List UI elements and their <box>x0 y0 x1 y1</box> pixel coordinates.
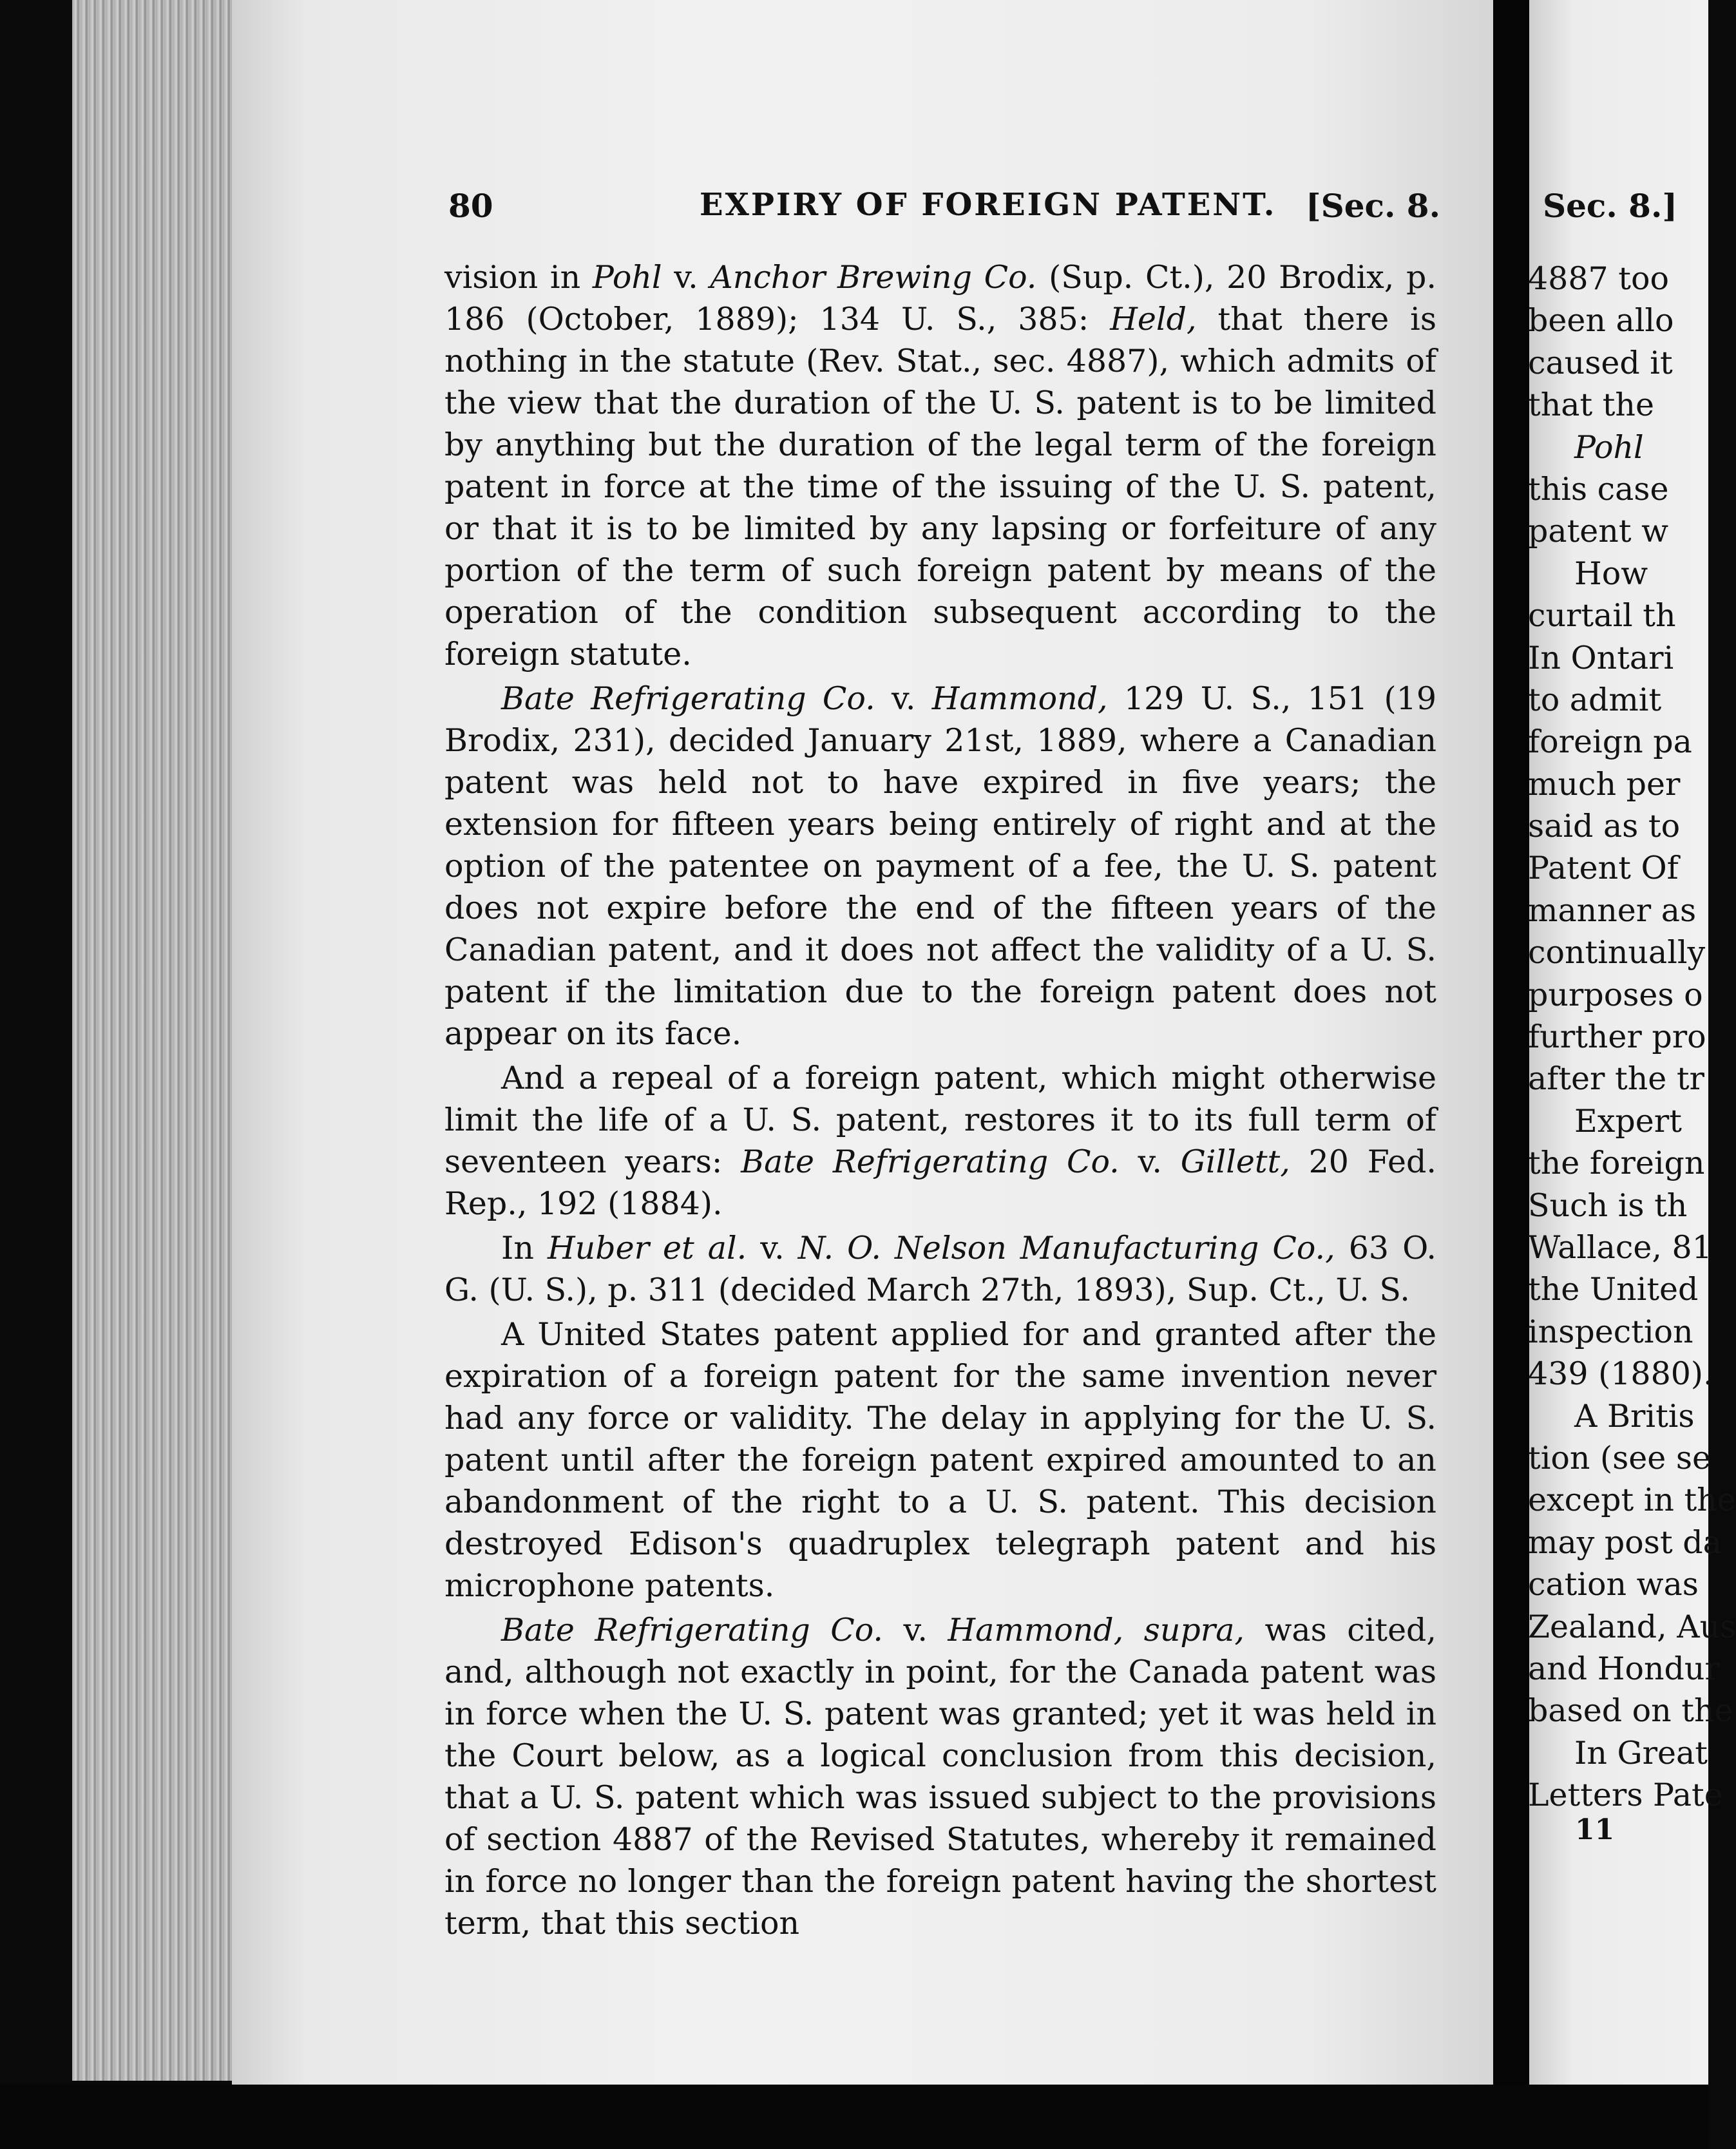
running-title: EXPIRY OF FOREIGN PATENT. <box>700 187 1277 223</box>
right-page-line: Such is th <box>1528 1187 1688 1224</box>
paragraph: A United States patent applied for and granted after the expiration of a foreign patent for the same invention never had any force or validity. The delay in applying for the U. S. patent until after the foreign patent expired amounted to an abandonment of the right to a U. S. patent. This decision destroyed Edison's quadruplex telegraph patent and his microphone patents. <box>444 1316 1436 1604</box>
right-page-line: except in the <box>1528 1482 1736 1519</box>
right-page-line: patent w <box>1528 513 1669 550</box>
right-page-line: based on the <box>1528 1692 1733 1730</box>
right-page-line: Zealand, Aus <box>1528 1608 1736 1645</box>
paragraph: Bate Refrigerating Co. v. Hammond, 129 U. S., 151 (19 Brodix, 231), decided January 21st, 1889, where a Canadian patent was held not to have expired in five years; the extension for fifteen years being entirely of right and at the option of the patentee on payment of a fee, the U. S. patent does not expire before the end of the fifteen years of the Canadian patent, and it does not affect the validity of a U. S. patent if the limitation due to the foreign patent does not appear on its face. <box>444 680 1436 1052</box>
right-page-line: caused it <box>1528 344 1673 381</box>
right-page-line: A Britis <box>1574 1397 1695 1435</box>
right-page-line: that the <box>1528 387 1654 424</box>
right-section-reference: Sec. 8.] <box>1543 187 1678 225</box>
right-page-line: continually <box>1528 934 1706 971</box>
page-edges <box>72 0 240 2081</box>
paragraph: And a repeal of a foreign patent, which might otherwise limit the life of a U. S. patent, restores it to its full term of seventeen years: Bate Refrigerating Co. v. Gillett, 20 Fed. Rep., 192 (1884). <box>444 1060 1436 1222</box>
right-page-line: How <box>1574 555 1648 592</box>
paragraph: vision in Pohl v. Anchor Brewing Co. (Sup. Ct.), 20 Brodix, p. 186 (October, 1889); 134 U. S., 385: Held, that there is nothing in the statute (Rev. Stat., sec. 4887), which admits of the view that the duration of the U. S. patent is to be limited by anything but the duration of the legal term of the foreign patent in force at the time of the issuing of the U. S. patent, or that it is to be limited by any lapsing or forfeiture of any portion of the term of such foreign patent by means of the operation of the condition subsequent according to the foreign statute. <box>444 259 1436 673</box>
right-page-line: may post da <box>1528 1523 1722 1561</box>
right-page-line: In Ontari <box>1528 639 1674 676</box>
right-page-line: curtail th <box>1528 597 1676 635</box>
right-page-line: Pohl <box>1574 428 1644 466</box>
right-page-line: to admit <box>1528 681 1662 718</box>
right-page-text <box>1528 258 1736 1816</box>
body-text <box>444 256 1436 1944</box>
right-page-line: the United <box>1528 1271 1699 1308</box>
right-page-line: and Hondur <box>1528 1650 1720 1687</box>
right-page-line: Expert <box>1574 1102 1682 1140</box>
right-page-line: 4887 too <box>1528 260 1669 297</box>
paragraph: Bate Refrigerating Co. v. Hammond, supra, was cited, and, although not exactly in point, for the Canada patent was in force when the U. S. patent was granted; yet it was held in the Court below, as a logical conclusion from this decision, that a U. S. patent which was issued subject to the provisions of section 4887 of the Revised Statutes, whereby it remained in force no longer than the foreign patent having the shortest term, that this section <box>444 1612 1437 1942</box>
right-page-line: foreign pa <box>1528 723 1692 761</box>
right-page-line: In Great <box>1574 1734 1708 1772</box>
right-page-line: Wallace, 81 <box>1528 1228 1712 1266</box>
signature-mark: 11 <box>1575 1813 1615 1846</box>
right-page-line: been allo <box>1528 302 1674 339</box>
right-page-line: cation was <box>1528 1566 1699 1603</box>
right-page-line: manner as <box>1528 892 1697 929</box>
right-page-line: the foreign <box>1528 1145 1705 1182</box>
right-page-line: 439 (1880). <box>1528 1355 1713 1393</box>
scan-border <box>0 2085 1708 2149</box>
right-page-line: inspection <box>1528 1313 1693 1350</box>
right-page-line: Patent Of <box>1528 850 1679 887</box>
right-page-line: tion (see se <box>1528 1439 1711 1476</box>
right-page-line: after the tr <box>1528 1060 1704 1098</box>
book-gutter <box>1493 0 1529 2149</box>
right-page-line: this case <box>1528 470 1669 508</box>
paragraph: In Huber et al. v. N. O. Nelson Manufacturing Co., 63 O. G. (U. S.), p. 311 (decided March 27th, 1893), Sup. Ct., U. S. <box>444 1230 1436 1308</box>
page-number: 80 <box>448 187 493 225</box>
section-reference: [Sec. 8. <box>1305 187 1440 225</box>
right-page-line: much per <box>1528 765 1681 803</box>
right-page-line: further pro <box>1528 1018 1706 1056</box>
running-header <box>448 187 1440 225</box>
right-page-line: said as to <box>1528 808 1681 845</box>
right-page-line: Letters Pate <box>1528 1777 1723 1814</box>
right-page-line: purposes o <box>1528 976 1703 1013</box>
